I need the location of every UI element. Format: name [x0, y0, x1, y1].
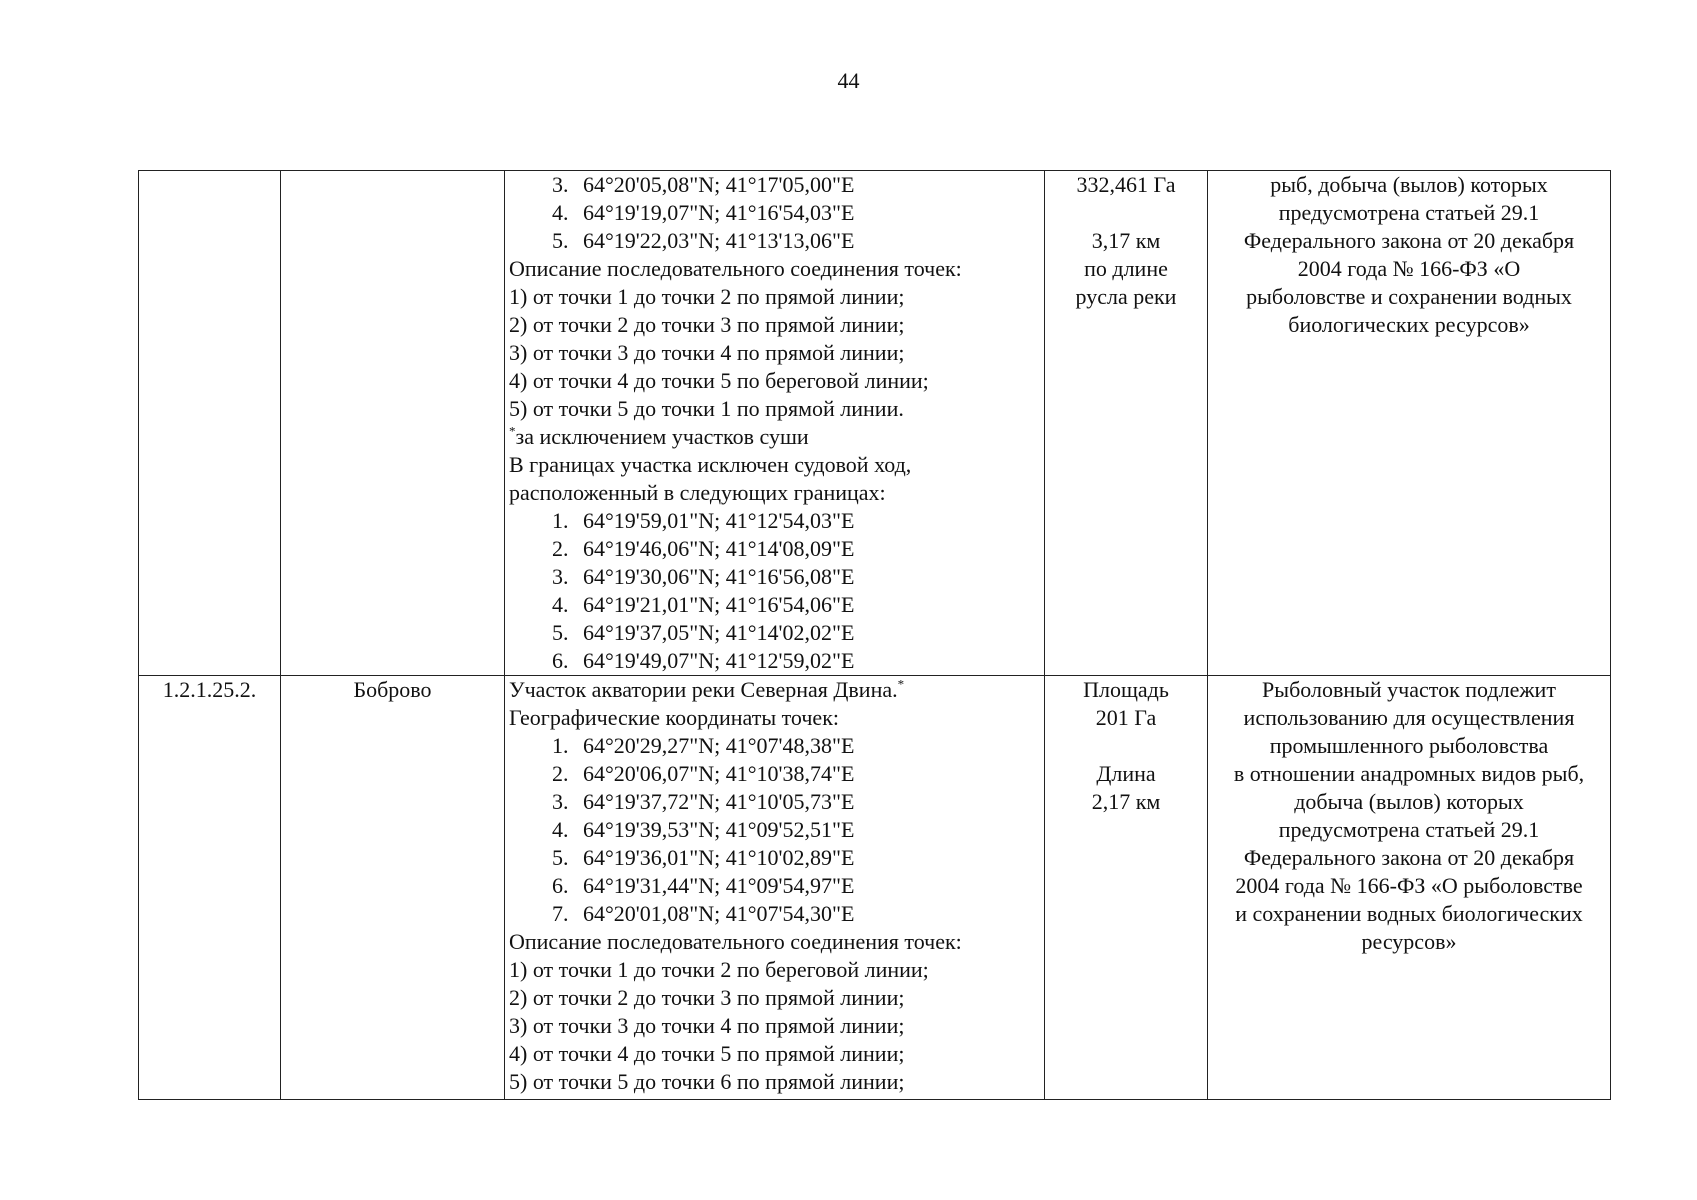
- purpose-cell: [1208, 676, 1611, 1100]
- size-cell: [1045, 676, 1208, 1100]
- list-item: 3. 64°19'37,72"N; 41°10'05,73"E: [574, 788, 1040, 816]
- footnote-mark: *: [897, 676, 905, 692]
- purpose-line: использованию для осуществления: [1243, 705, 1575, 730]
- purpose-line: 2004 года № 166-ФЗ «О: [1297, 256, 1521, 281]
- purpose-line: предусмотрена статьей 29.1: [1278, 817, 1540, 842]
- list-item: 1) от точки 1 до точки 2 по береговой линии;: [509, 957, 929, 982]
- channel-heading: В границах участка исключен судовой ход,: [509, 452, 912, 477]
- fishing-areas-table: [138, 170, 1611, 1100]
- boundary-description-cell: [505, 171, 1045, 676]
- list-item: 4. 64°19'21,01"N; 41°16'54,06"E: [574, 591, 1040, 619]
- coordinates-heading: Географические координаты точек:: [509, 705, 839, 730]
- list-item: 6. 64°19'31,44"N; 41°09'54,97"E: [574, 872, 1040, 900]
- table-row: [139, 676, 1611, 1100]
- coordinate-list: [509, 171, 1040, 255]
- purpose-line: предусмотрена статьей 29.1: [1278, 200, 1540, 225]
- list-item: 2. 64°19'46,06"N; 41°14'08,09"E: [574, 535, 1040, 563]
- footnote-mark: *: [509, 423, 516, 439]
- description-title: [509, 676, 1040, 704]
- list-item: 1. 64°20'29,27"N; 41°07'48,38"E: [574, 732, 1040, 760]
- connection-heading: Описание последовательного соединения точек:: [509, 929, 962, 954]
- list-item: 2) от точки 2 до точки 3 по прямой линии;: [509, 985, 905, 1010]
- list-item: 3) от точки 3 до точки 4 по прямой линии;: [509, 1013, 905, 1038]
- purpose-line: ресурсов»: [1361, 929, 1457, 954]
- purpose-line: Рыболовный участок подлежит: [1262, 677, 1556, 702]
- list-item: 3) от точки 3 до точки 4 по прямой линии;: [509, 340, 905, 365]
- description-title-text: Участок акватории реки Северная Двина.: [509, 677, 898, 702]
- channel-coordinate-list: [509, 507, 1040, 675]
- purpose-line: Федерального закона от 20 декабря: [1243, 845, 1575, 870]
- area-value: 201 Га: [1095, 705, 1157, 730]
- list-item: 5. 64°19'36,01"N; 41°10'02,89"E: [574, 844, 1040, 872]
- list-item: 3. 64°19'30,06"N; 41°16'56,08"E: [574, 563, 1040, 591]
- coordinate-list: [509, 732, 1040, 928]
- list-item: 2) от точки 2 до точки 3 по прямой линии;: [509, 312, 905, 337]
- list-item: 6. 64°19'49,07"N; 41°12'59,02"E: [574, 647, 1040, 675]
- purpose-line: 2004 года № 166-ФЗ «О рыболовстве: [1235, 873, 1583, 898]
- channel-heading: расположенный в следующих границах:: [509, 480, 886, 505]
- row-number-cell: [139, 171, 281, 676]
- list-item: 2. 64°20'06,07"N; 41°10'38,74"E: [574, 760, 1040, 788]
- row-name-cell: Боброво: [281, 676, 505, 1100]
- purpose-line: рыболовстве и сохранении водных: [1246, 284, 1572, 309]
- list-item: 4) от точки 4 до точки 5 по прямой линии;: [509, 1041, 905, 1066]
- list-item: 1) от точки 1 до точки 2 по прямой линии;: [509, 284, 905, 309]
- list-item: 5) от точки 5 до точки 6 по прямой линии;: [509, 1069, 905, 1094]
- area-value: 332,461 Га: [1076, 172, 1176, 197]
- list-item: 5) от точки 5 до точки 1 по прямой линии.: [509, 396, 904, 421]
- page-number: 44: [837, 68, 860, 93]
- list-item: 4. 64°19'19,07"N; 41°16'54,03"E: [574, 199, 1040, 227]
- row-number-cell: 1.2.1.25.2.: [139, 676, 281, 1100]
- exclusion-note: [509, 423, 1040, 451]
- area-label: Площадь: [1083, 677, 1169, 702]
- list-item: 4) от точки 4 до точки 5 по береговой линии;: [509, 368, 929, 393]
- purpose-cell: [1208, 171, 1611, 676]
- length-note: по длине: [1084, 256, 1168, 281]
- list-item: 1. 64°19'59,01"N; 41°12'54,03"E: [574, 507, 1040, 535]
- purpose-line: биологических ресурсов»: [1288, 312, 1530, 337]
- size-cell: [1045, 171, 1208, 676]
- length-note: русла реки: [1075, 284, 1177, 309]
- purpose-line: и сохранении водных биологических: [1235, 901, 1583, 926]
- purpose-line: добыча (вылов) которых: [1294, 789, 1524, 814]
- table-row: [139, 171, 1611, 676]
- list-item: 5. 64°19'22,03"N; 41°13'13,06"E: [574, 227, 1040, 255]
- list-item: 3. 64°20'05,08"N; 41°17'05,00"E: [574, 171, 1040, 199]
- length-value: 3,17 км: [1091, 228, 1161, 253]
- list-item: 4. 64°19'39,53"N; 41°09'52,51"E: [574, 816, 1040, 844]
- list-item: 5. 64°19'37,05"N; 41°14'02,02"E: [574, 619, 1040, 647]
- purpose-line: Федерального закона от 20 декабря: [1243, 228, 1575, 253]
- purpose-line: в отношении анадромных видов рыб,: [1233, 761, 1585, 786]
- row-name-cell: [281, 171, 505, 676]
- exclusion-note-text: за исключением участков суши: [515, 424, 809, 449]
- length-label: Длина: [1096, 761, 1156, 786]
- purpose-line: рыб, добыча (вылов) которых: [1270, 172, 1548, 197]
- length-value: 2,17 км: [1091, 789, 1161, 814]
- list-item: 7. 64°20'01,08"N; 41°07'54,30"E: [574, 900, 1040, 928]
- purpose-line: промышленного рыболовства: [1269, 733, 1549, 758]
- connection-heading: Описание последовательного соединения точек:: [509, 256, 962, 281]
- boundary-description-cell: [505, 676, 1045, 1100]
